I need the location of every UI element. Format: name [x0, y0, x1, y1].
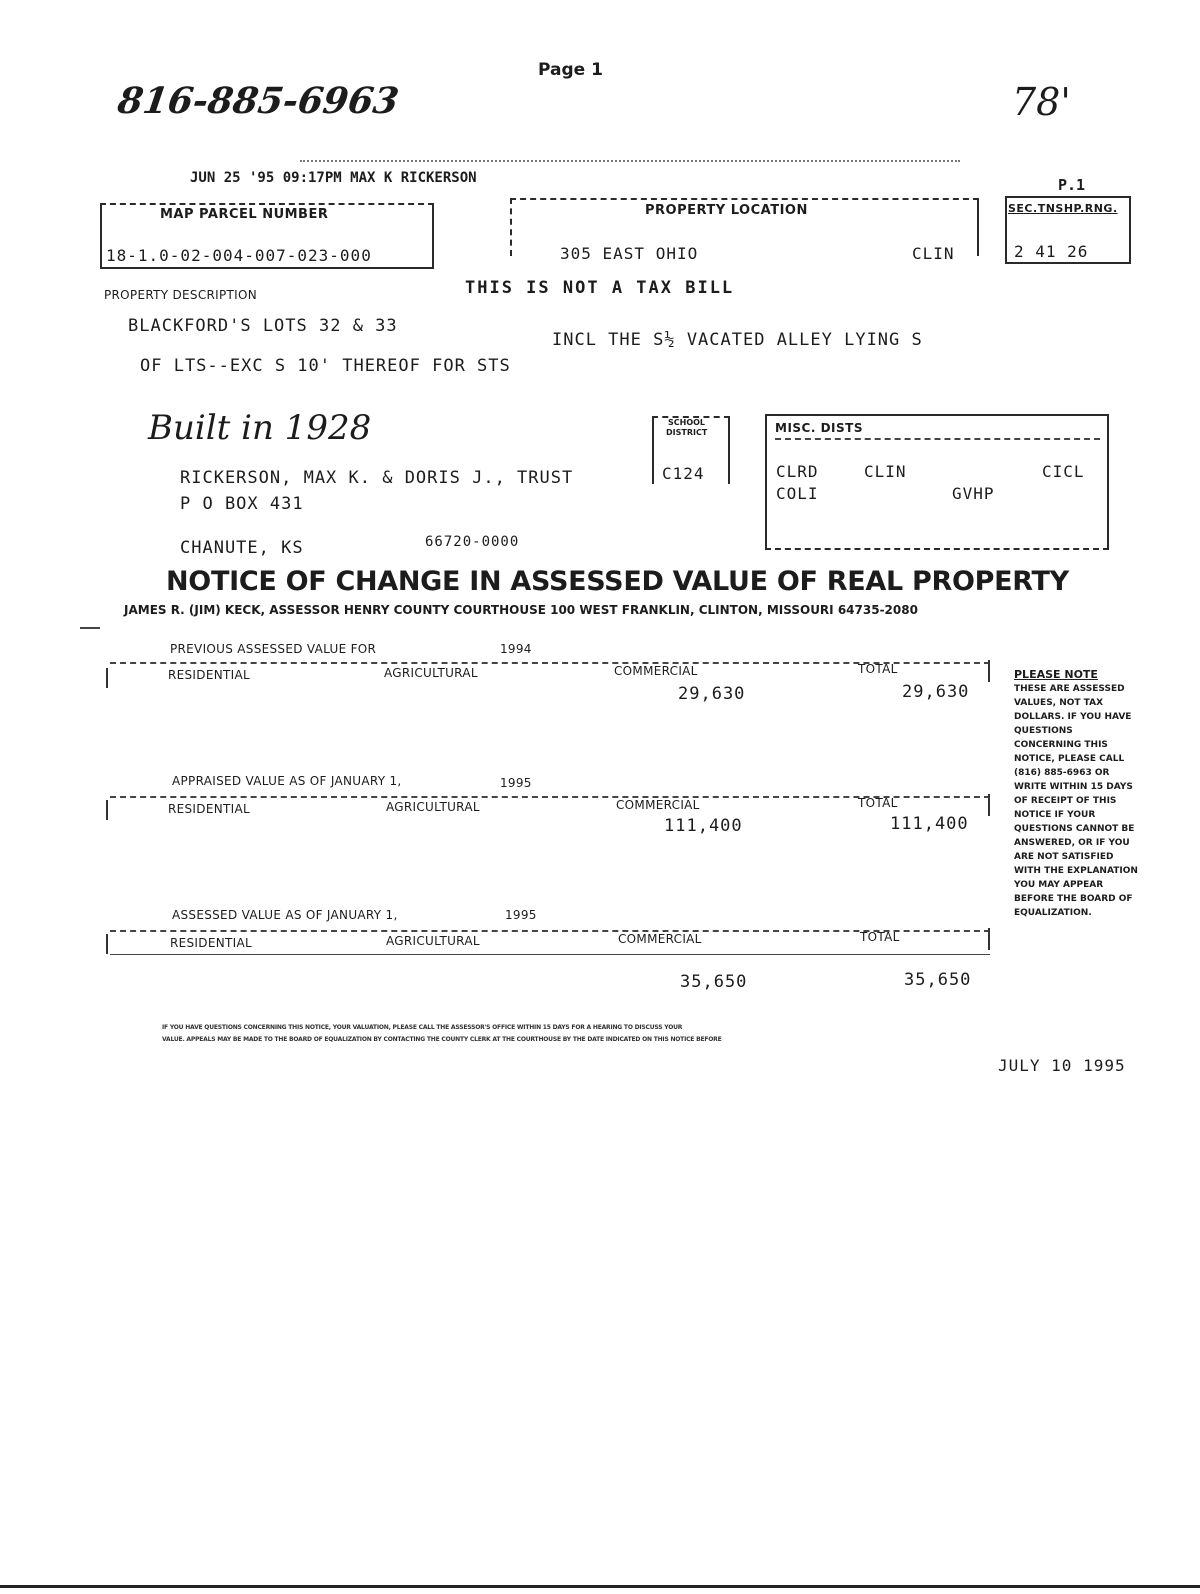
- sec-tnshp-rng-value: 2 41 26: [1014, 242, 1089, 261]
- previous-value-right-edge: [988, 660, 990, 682]
- property-address: 305 EAST OHIO: [560, 244, 699, 263]
- please-note-body: THESE ARE ASSESSED VALUES, NOT TAX DOLLARS. IF YOU HAVE QUESTIONS CONCERNING THIS NOTICE, PLEASE CALL (816) 885-6963 OR WRITE WITHIN 15 DAYS OF RECEIPT OF THIS NOTICE IF YOUR QUESTIONS CANNOT BE ANSWERED, OR IF YOU ARE NOT SATISFIED WITH THE EXPLANATION YOU MAY APPEAR BEFORE THE BOARD OF EQUALIZATION.: [1014, 684, 1138, 918]
- misc-districts-label: MISC. DISTS: [775, 421, 863, 435]
- school-district-label-1: SCHOOL: [668, 418, 706, 427]
- previous-value-left-edge: [106, 668, 108, 688]
- not-tax-bill-notice: THIS IS NOT A TAX BILL: [465, 278, 735, 298]
- assessed-commercial-value: 35,650: [680, 972, 748, 992]
- property-description-line1b: INCL THE S½ VACATED ALLEY LYING S: [552, 330, 923, 350]
- property-description-line2: OF LTS--EXC S 10' THEREOF FOR STS: [140, 356, 511, 376]
- property-location-label: PROPERTY LOCATION: [645, 203, 808, 218]
- school-district-value: C124: [662, 464, 705, 483]
- appraised-value-title: APPRAISED VALUE AS OF JANUARY 1,: [172, 774, 402, 788]
- appraised-commercial-value: 111,400: [664, 816, 743, 836]
- handwritten-corner-number: 78': [1012, 80, 1071, 124]
- misc-districts-label-rule: [775, 438, 1100, 440]
- fax-noise-line: [300, 160, 960, 162]
- misc-district-item: CLIN: [864, 462, 907, 481]
- owner-name: RICKERSON, MAX K. & DORIS J., TRUST: [180, 468, 574, 488]
- appraised-residential-label: RESIDENTIAL: [168, 802, 250, 816]
- assessed-residential-label: RESIDENTIAL: [170, 936, 252, 950]
- please-note-heading: PLEASE NOTE: [1014, 668, 1098, 681]
- assessed-value-right-edge: [988, 928, 990, 950]
- assessed-total-label: TOTAL: [860, 930, 900, 944]
- parcel-number: 18-1.0-02-004-007-023-000: [106, 246, 372, 265]
- appraised-value-left-edge: [106, 800, 108, 820]
- misc-district-item: CICL: [1042, 462, 1085, 481]
- previous-total-value: 29,630: [902, 682, 970, 702]
- property-description-label: PROPERTY DESCRIPTION: [104, 288, 257, 302]
- appraised-value-year: 1995: [500, 776, 532, 790]
- owner-zip: 66720-0000: [425, 534, 520, 550]
- assessed-value-year: 1995: [505, 908, 537, 922]
- page-number: P.1: [1058, 176, 1086, 194]
- previous-residential-label: RESIDENTIAL: [168, 668, 250, 682]
- appraised-commercial-label: COMMERCIAL: [616, 798, 700, 812]
- previous-value-year: 1994: [500, 642, 532, 656]
- previous-value-title: PREVIOUS ASSESSED VALUE FOR: [170, 642, 377, 656]
- notice-date: JULY 10 1995: [998, 1056, 1126, 1075]
- previous-agricultural-label: AGRICULTURAL: [384, 666, 478, 680]
- assessor-line: JAMES R. (JIM) KECK, ASSESSOR HENRY COUNTY COURTHOUSE 100 WEST FRANKLIN, CLINTON, MISSOURI 64735-2080: [124, 603, 918, 617]
- parcel-label: MAP PARCEL NUMBER: [160, 207, 329, 222]
- previous-total-label: TOTAL: [858, 662, 898, 676]
- appraised-total-value: 111,400: [890, 814, 969, 834]
- appraised-agricultural-label: AGRICULTURAL: [386, 800, 480, 814]
- misc-district-item: GVHP: [952, 484, 995, 503]
- margin-tick: [80, 627, 100, 629]
- school-district-label-2: DISTRICT: [666, 428, 708, 437]
- assessed-agricultural-label: AGRICULTURAL: [386, 934, 480, 948]
- owner-address: P O BOX 431: [180, 494, 304, 514]
- assessed-value-bottom-rule: [110, 954, 990, 955]
- property-city: CLIN: [912, 244, 955, 263]
- owner-city-state: CHANUTE, KS: [180, 538, 304, 558]
- assessed-value-rule: [110, 930, 990, 932]
- fine-print-line-1: IF YOU HAVE QUESTIONS CONCERNING THIS NOTICE, YOUR VALUATION, PLEASE CALL THE ASSESSOR'S OFFICE WITHIN 15 DAYS FOR A HEARING TO DISCUSS YOUR: [162, 1024, 683, 1031]
- fax-header: JUN 25 '95 09:17PM MAX K RICKERSON: [190, 170, 477, 186]
- page-bottom-edge: [0, 1585, 1200, 1588]
- previous-commercial-value: 29,630: [678, 684, 746, 704]
- property-description-line1: BLACKFORD'S LOTS 32 & 33: [128, 316, 398, 336]
- assessed-value-left-edge: [106, 934, 108, 954]
- page-label: Page 1: [538, 60, 603, 80]
- assessed-total-value: 35,650: [904, 970, 972, 990]
- fine-print-line-2: VALUE. APPEALS MAY BE MADE TO THE BOARD OF EQUALIZATION BY CONTACTING THE COUNTY CLERK AT THE COURTHOUSE BY THE DATE INDICATED ON THIS NOTICE BEFORE: [162, 1036, 722, 1043]
- sec-tnshp-rng-label: SEC.TNSHP.RNG.: [1008, 202, 1118, 215]
- handwritten-phone: 816-885-6963: [115, 80, 402, 122]
- previous-commercial-label: COMMERCIAL: [614, 664, 698, 678]
- notice-title: NOTICE OF CHANGE IN ASSESSED VALUE OF REAL PROPERTY: [166, 566, 1069, 597]
- handwritten-built-note: Built in 1928: [148, 408, 372, 448]
- appraised-total-label: TOTAL: [858, 796, 898, 810]
- assessed-value-title: ASSESSED VALUE AS OF JANUARY 1,: [172, 908, 398, 922]
- assessed-commercial-label: COMMERCIAL: [618, 932, 702, 946]
- misc-district-item: CLRD: [776, 462, 819, 481]
- appraised-value-right-edge: [988, 794, 990, 816]
- misc-district-item: COLI: [776, 484, 819, 503]
